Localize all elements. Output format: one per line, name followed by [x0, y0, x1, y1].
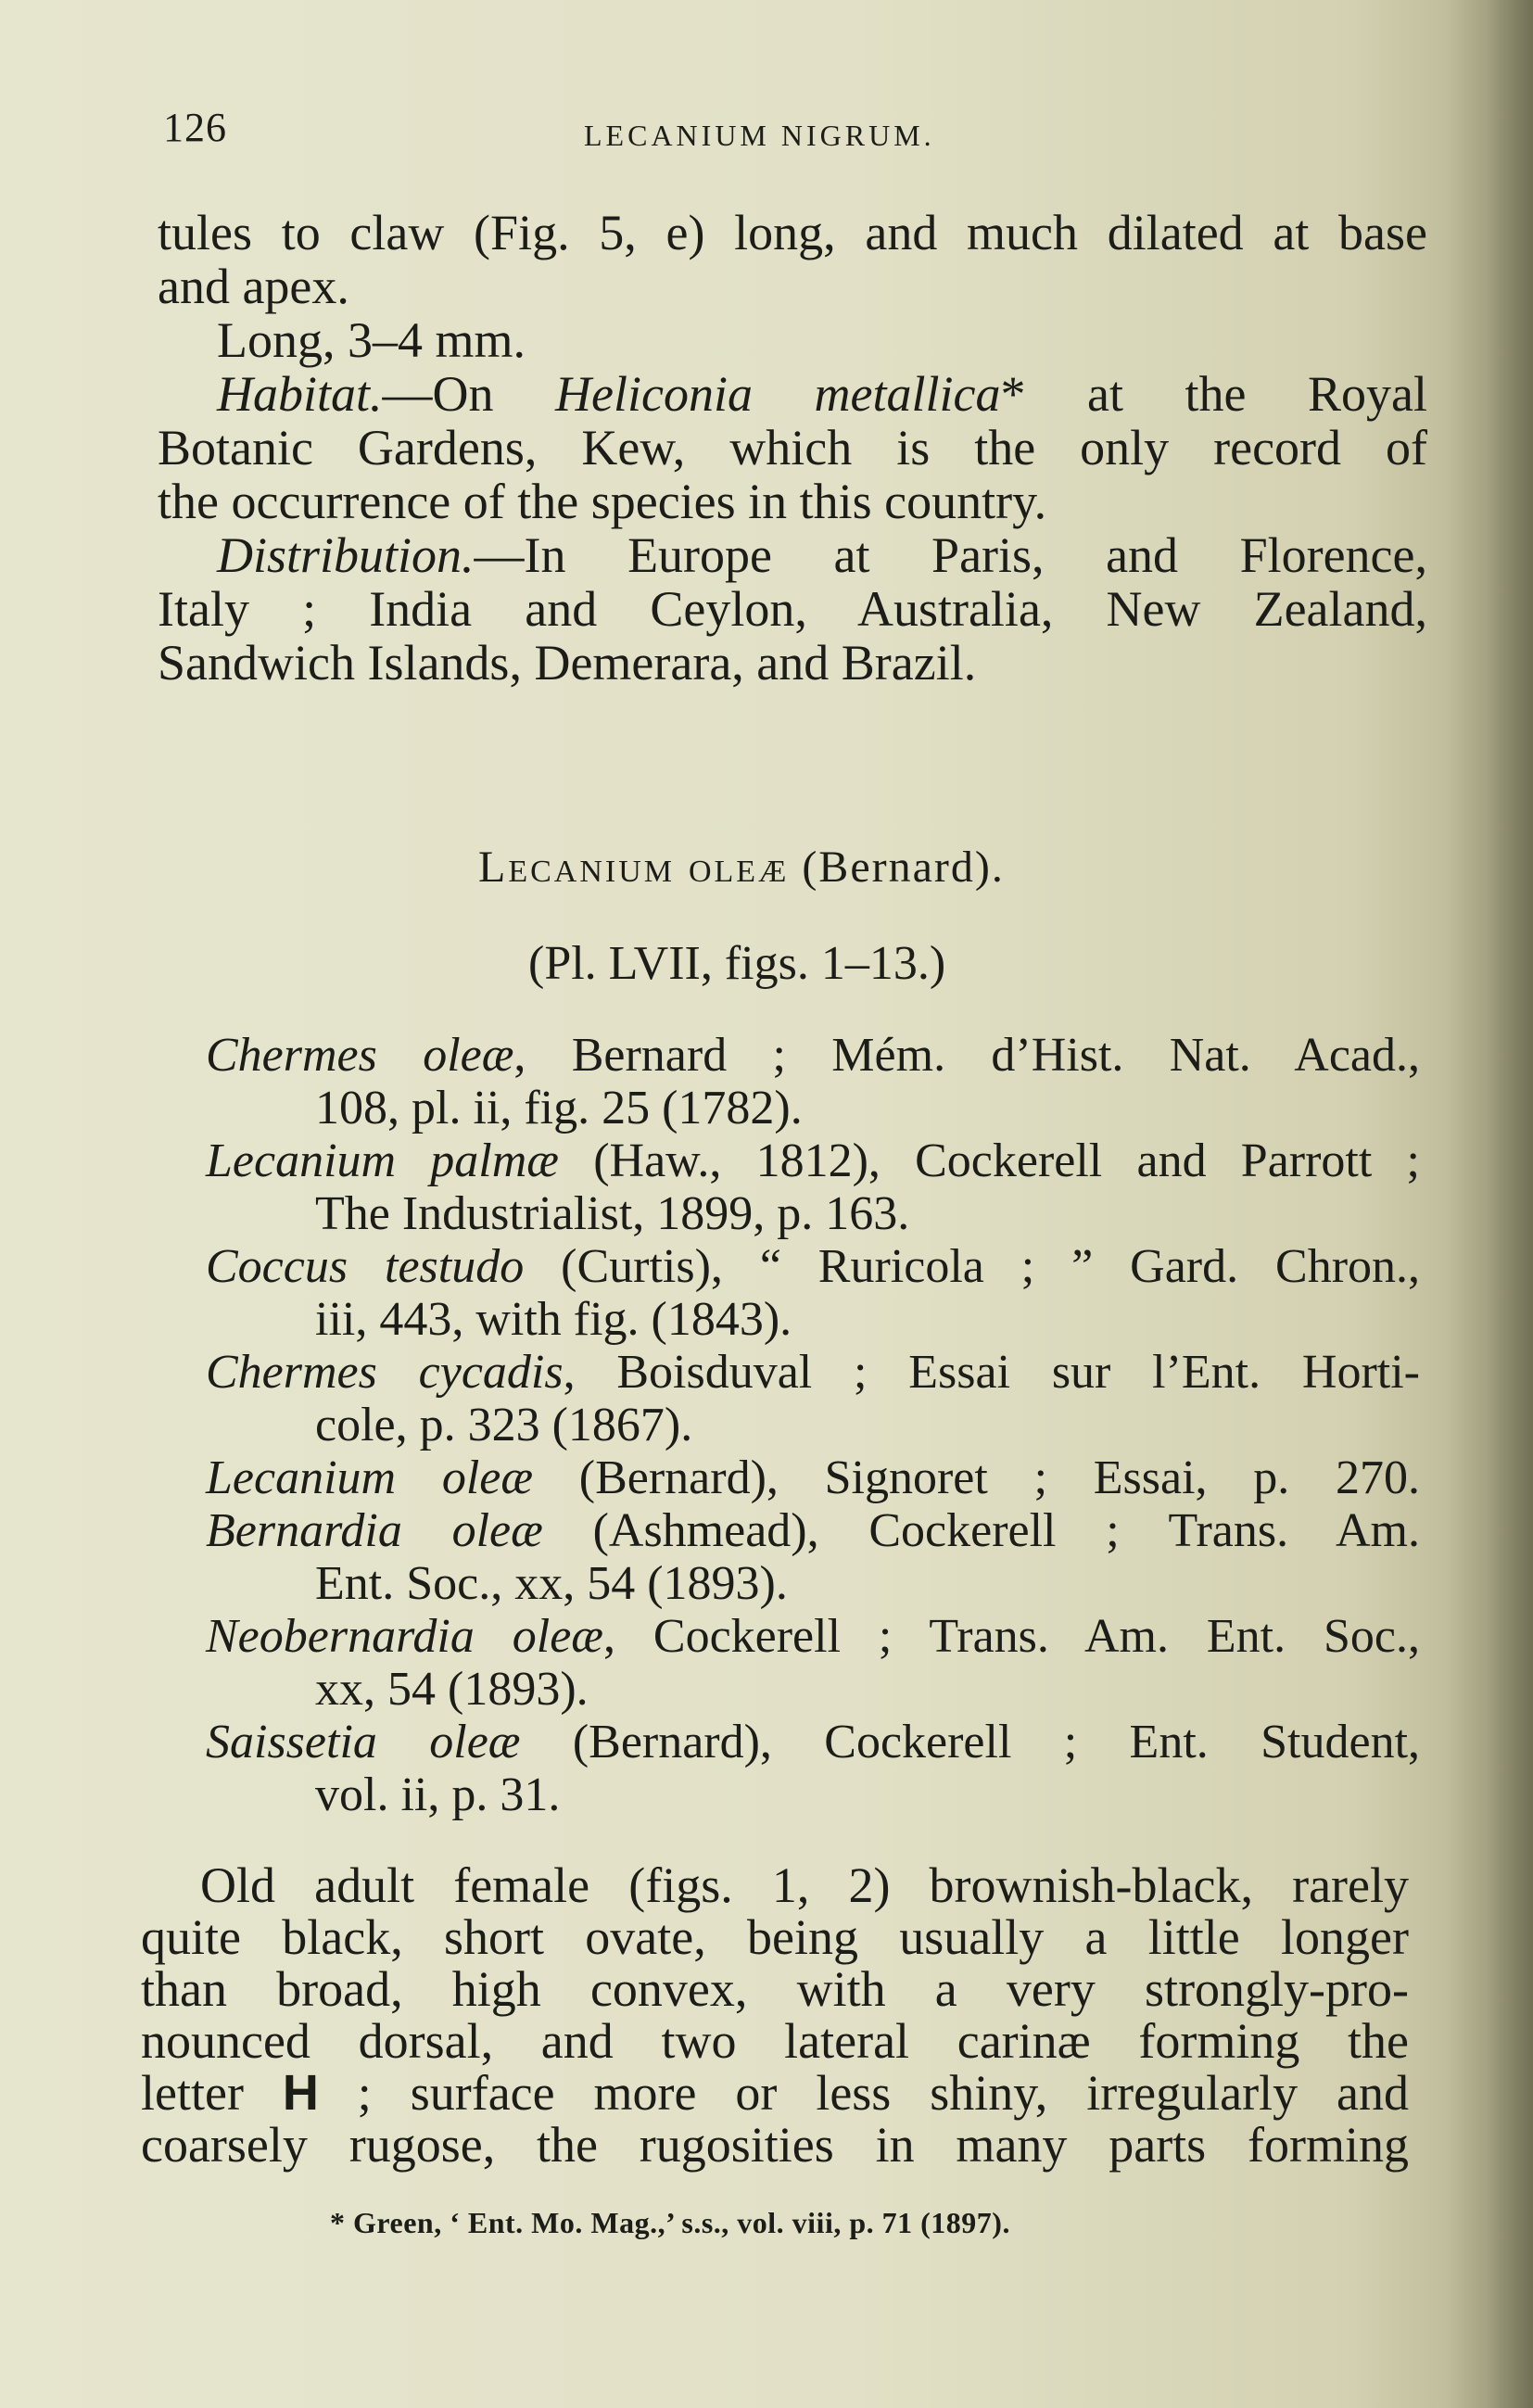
synonym-first-line — [206, 1716, 1420, 1768]
synonym-entry — [206, 1451, 1420, 1504]
species-name: Lecanium oleæ — [478, 843, 790, 892]
synonym-list — [206, 1029, 1420, 1821]
synonym-citation: (Bernard), Signoret ; Essai, p. 270. — [533, 1451, 1420, 1504]
synonym-citation: , Cockerell ; Trans. Am. Ent. Soc., — [602, 1610, 1420, 1663]
synonym-entry — [206, 1716, 1420, 1821]
synonym-name: Neobernardia oleæ — [206, 1610, 603, 1663]
synonym-first-line — [206, 1504, 1420, 1557]
synonym-continuation: 108, pl. ii, fig. 25 (1782). — [315, 1082, 803, 1134]
text-line: quite black, short ovate, being usually a little longer — [141, 1909, 1409, 1965]
synonym-name: Lecanium oleæ — [206, 1451, 534, 1504]
letter-h: H — [282, 2065, 319, 2121]
text-fragment: —On — [382, 366, 556, 422]
synonym-continuation: Ent. Soc., xx, 54 (1893). — [315, 1557, 788, 1610]
text-line: Italy ; India and Ceylon, Australia, New Zealand, — [158, 581, 1427, 637]
habitat-line — [158, 367, 1427, 421]
synonym-citation: , Bernard ; Mém. d’Hist. Nat. Acad., — [513, 1029, 1420, 1082]
text-line — [141, 2067, 1409, 2119]
text-fragment: * at the Royal — [1000, 366, 1427, 422]
plate-reference: (Pl. LVII, figs. 1–13.) — [528, 937, 946, 990]
text-line: Long, 3–4 mm. — [217, 312, 526, 368]
synonym-name: Saissetia oleæ — [206, 1716, 521, 1768]
text-line: Botanic Gardens, Kew, which is the only record of — [158, 420, 1427, 475]
text-fragment: letter — [141, 2065, 283, 2121]
synonym-continuation: The Industrialist, 1899, p. 163. — [315, 1187, 910, 1240]
text-line: tules to claw (Fig. 5, e) long, and much dilated at base — [158, 205, 1427, 260]
section-heading — [478, 842, 1005, 893]
synonym-first-line — [206, 1240, 1420, 1293]
text-line: nounced dorsal, and two lateral carinæ forming the — [141, 2013, 1409, 2069]
synonym-continuation: xx, 54 (1893). — [315, 1663, 589, 1716]
author-name: (Bernard). — [789, 843, 1005, 892]
synonym-entry — [206, 1610, 1420, 1716]
synonym-citation: (Ashmead), Cockerell ; Trans. Am. — [542, 1504, 1420, 1557]
distribution-line — [158, 528, 1427, 582]
synonym-continuation: vol. ii, p. 31. — [315, 1768, 561, 1821]
synonym-entry — [206, 1240, 1420, 1346]
text-fragment: ; surface more or less shiny, irregularly and — [318, 2065, 1409, 2121]
footnote: * Green, ‘ Ent. Mo. Mag.,’ s.s., vol. viii, p. 71 (1897). — [330, 2206, 1010, 2239]
synonym-first-line — [206, 1029, 1420, 1082]
text-line: coarsely rugose, the rugosities in many parts forming — [141, 2117, 1409, 2173]
running-title: LECANIUM NIGRUM. — [584, 119, 935, 152]
text-line: Sandwich Islands, Demerara, and Brazil. — [158, 635, 977, 691]
top-paragraph — [158, 206, 1427, 690]
text-fragment: —In Europe at Paris, and Florence, — [474, 527, 1427, 583]
synonym-citation: (Bernard), Cockerell ; Ent. Student, — [520, 1716, 1421, 1768]
synonym-entry — [206, 1504, 1420, 1610]
text-line: the occurrence of the species in this country. — [158, 474, 1047, 529]
description-paragraph — [141, 1859, 1409, 2171]
habitat-label: Habitat. — [217, 366, 383, 422]
synonym-first-line — [206, 1610, 1420, 1663]
plant-name: Heliconia metallica — [555, 366, 1001, 422]
synonym-citation: (Haw., 1812), Cockerell and Parrott ; — [559, 1134, 1420, 1187]
text-line: and apex. — [158, 259, 349, 314]
synonym-first-line — [206, 1346, 1420, 1399]
text-line: than broad, high convex, with a very strongly-pro- — [141, 1961, 1409, 2017]
synonym-citation: (Curtis), “ Ruricola ; ” Gard. Chron., — [524, 1240, 1421, 1293]
synonym-entry — [206, 1134, 1420, 1240]
synonym-entry — [206, 1346, 1420, 1451]
page-number: 126 — [163, 105, 227, 150]
synonym-name: Bernardia oleæ — [206, 1504, 543, 1557]
synonym-name: Chermes oleæ — [206, 1029, 514, 1082]
synonym-entry — [206, 1029, 1420, 1134]
synonym-continuation: cole, p. 323 (1867). — [315, 1399, 693, 1451]
synonym-name: Coccus testudo — [206, 1240, 525, 1293]
synonym-citation: , Boisduval ; Essai sur l’Ent. Horti- — [563, 1346, 1420, 1399]
synonym-first-line — [206, 1134, 1420, 1187]
synonym-first-line — [206, 1451, 1420, 1504]
synonym-continuation: iii, 443, with fig. (1843). — [315, 1293, 792, 1346]
synonym-name: Lecanium palmæ — [206, 1134, 559, 1187]
text-line: Old adult female (figs. 1, 2) brownish-black, rarely — [200, 1857, 1409, 1913]
distribution-label: Distribution. — [217, 527, 475, 583]
synonym-name: Chermes cycadis — [206, 1346, 564, 1399]
